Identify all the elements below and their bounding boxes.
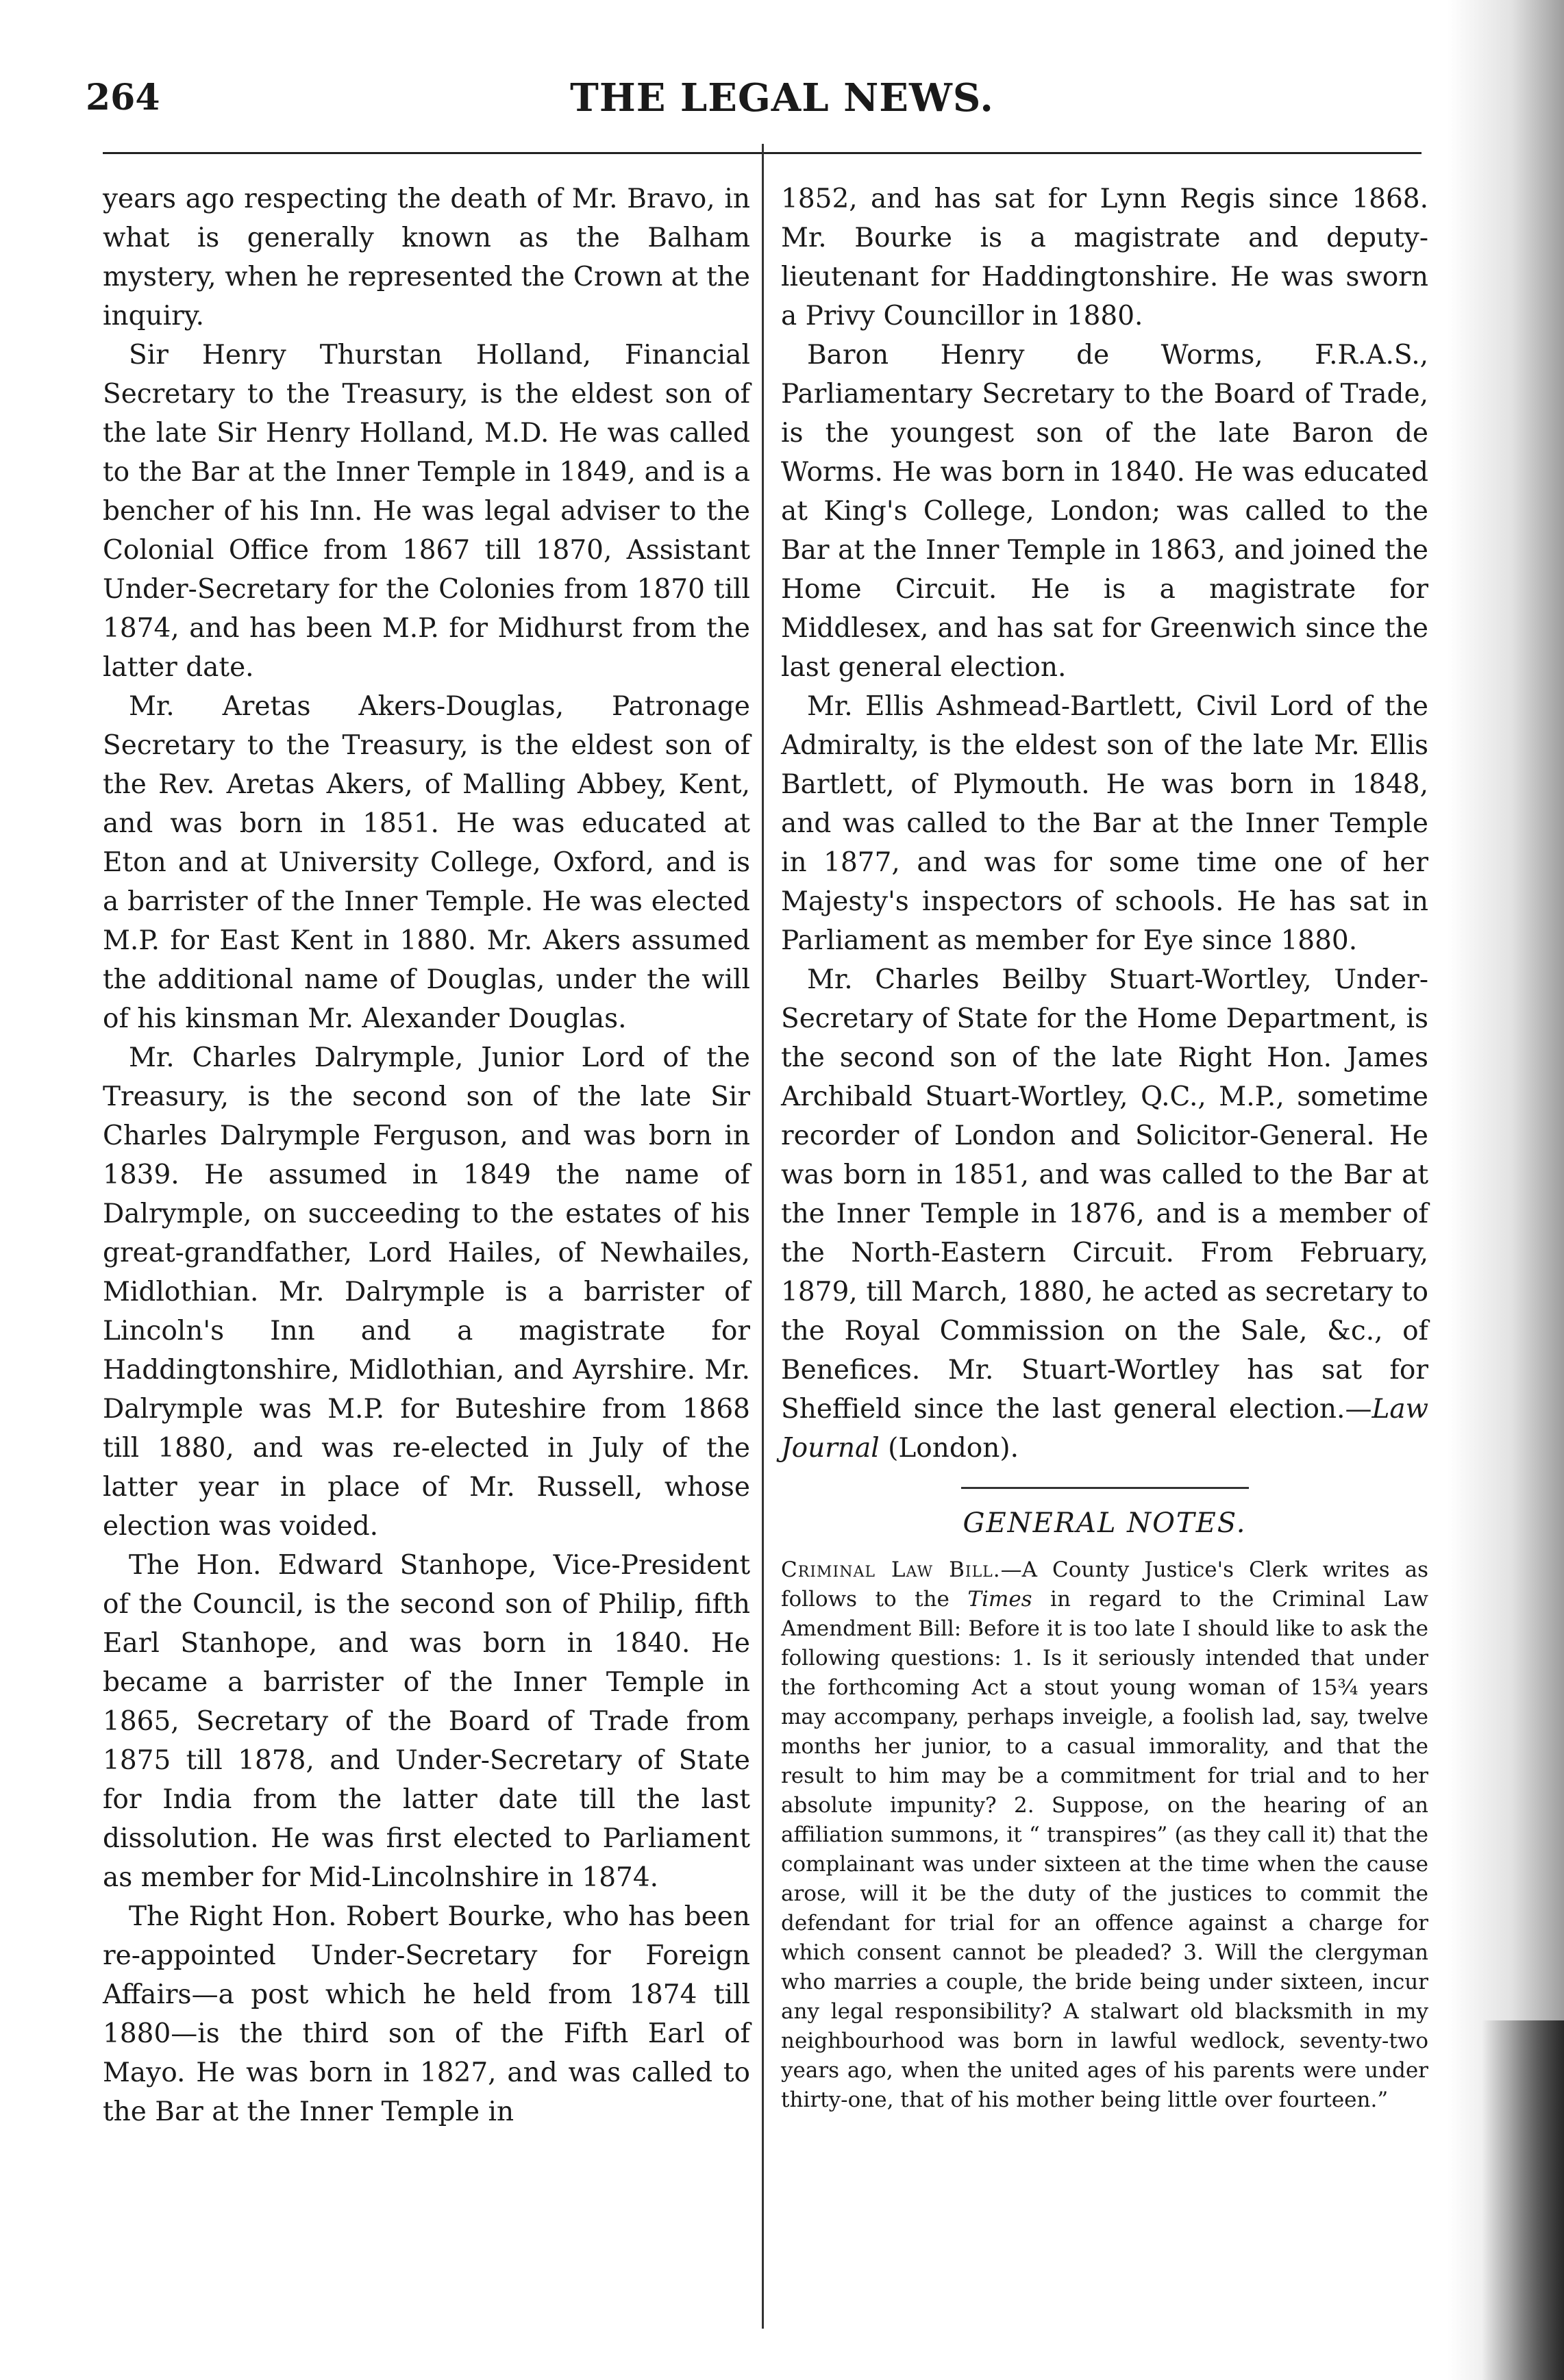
note-times: Times (967, 1587, 1032, 1612)
section-rule (961, 1487, 1249, 1489)
right-column (781, 179, 1428, 2115)
column-divider (762, 144, 764, 2329)
running-title: THE LEGAL NEWS. (570, 75, 994, 121)
paragraph: Mr. Charles Dalrymple, Junior Lord of the Treasury, is the second son of the late Sir Charles Dalrymple Ferguson, and was born in 1839. He assumed in 1849 the name of Dalrymple, on succeeding to the estates of his great-grandfather, Lord Hailes, of Newhailes, Midlothian. Mr. Dalrymple is a barrister of Lincoln's Inn and a magistrate for Haddingtonshire, Midlothian, and Ayrshire. Mr. Dalrymple was M.P. for Buteshire from 1868 till 1880, and was re-elected in July of the latter year in place of Mr. Russell, whose election was voided. (103, 1042, 750, 1542)
paragraph: The Hon. Edward Stanhope, Vice-President of the Council, is the second son of Philip, fifth Earl Stanhope, and was born in 1840. He became a barrister of the Inner Temple in 1865, Secretary of the Board of Trade from 1875 till 1878, and Under-Secretary of State for India from the latter date till the last dissolution. He was first elected to Parliament as member for Mid-Lincolnshire in 1874. (103, 1550, 750, 1893)
paragraph: Baron Henry de Worms, F.R.A.S., Parliamentary Secretary to the Board of Trade, is the youngest son of the late Baron de Worms. He was born in 1840. He was educated at King's College, London; was called to the Bar at the Inner Temple in 1863, and joined the Home Circuit. He is a magistrate for Middlesex, and has sat for Greenwich since the last general election. (781, 340, 1428, 683)
paragraph: Mr. Aretas Akers-Douglas, Patronage Secretary to the Treasury, is the eldest son of the Rev. Aretas Akers, of Malling Abbey, Kent, and was born in 1851. He was educated at Eton and at University College, Oxford, and is a barrister of the Inner Temple. He was elected M.P. for East Kent in 1880. Mr. Akers assumed the additional name of Douglas, under the will of his kinsman Mr. Alexander Douglas. (103, 691, 750, 1034)
paragraph: 1852, and has sat for Lynn Regis since 1868. Mr. Bourke is a magistrate and deputy-lieutenant for Haddingtonshire. He was sworn a Privy Councillor in 1880. (781, 184, 1428, 331)
paragraph: Sir Henry Thurstan Holland, Financial Secretary to the Treasury, is the eldest son of the late Sir Henry Holland, M.D. He was called to the Bar at the Inner Temple in 1849, and is a bencher of his Inn. He was legal adviser to the Colonial Office from 1867 till 1870, Assistant Under-Secretary for the Colonies from 1870 till 1874, and has been M.P. for Midhurst from the latter date. (103, 340, 750, 683)
paragraph (781, 960, 1428, 1468)
paragraph: Mr. Ellis Ashmead-Bartlett, Civil Lord of the Admiralty, is the eldest son of the late Mr. Ellis Bartlett, of Plymouth. He was born in 1848, and was called to the Bar at the Inner Temple in 1877, and was for some time one of her Majesty's inspectors of schools. He has sat in Parliament as member for Eye since 1880. (781, 691, 1428, 956)
section-heading: GENERAL NOTES. (963, 1507, 1247, 1539)
page-number: 264 (86, 77, 160, 118)
left-column (103, 179, 750, 2131)
note-text: in regard to the Criminal Law Amendment Bill: Before it is too late I should like to ask the following questions: 1. Is it seriously intended that under the forthcoming Act a stout young woman of 15¾ years may accompany, perhaps inveigle, a foolish lad, say, twelve months her junior, to a casual immorality, and that the result to him may be a commitment for trial and to her absolute impunity? 2. Suppose, on the hearing of an affiliation summons, it “ transpires” (as they call it) that the complainant was under sixteen at the time when the cause arose, will it be the duty of the justices to commit the defendant for trial for an offence against a charge for which consent cannot be pleaded? 3. Will the clergyman who marries a couple, the bride being under sixteen, incur any legal responsibility? A stalwart old blacksmith in my neighbourhood was born in lawful wedlock, seventy-two years ago, when the united ages of his parents were under thirty-one, that of his mother being little over fourteen.” (781, 1587, 1428, 2112)
paragraph: years ago respecting the death of Mr. Bravo, in what is generally known as the Balham mystery, when he represented the Crown at the inquiry. (103, 184, 750, 331)
page-edge-dark (1482, 2020, 1564, 2380)
paragraph: The Right Hon. Robert Bourke, who has been re-appointed Under-Secretary for Foreign Affairs—a post which he held from 1874 till 1880—is the third son of the Fifth Earl of Mayo. He was born in 1827, and was called to the Bar at the Inner Temple in (103, 1901, 750, 2127)
general-notes-body (781, 1555, 1428, 2115)
source-citation-tail: (London). (879, 1433, 1019, 1464)
note-lead: Criminal Law Bill. (781, 1557, 1001, 1582)
paragraph-text: Mr. Charles Beilby Stuart-Wortley, Under-Secretary of State for the Home Department, is the second son of the late Right Hon. James Archibald Stuart-Wortley, Q.C., M.P., sometime recorder of London and Solicitor-General. He was born in 1851, and was called to the Bar at the Inner Temple in 1876, and is a member of the North-Eastern Circuit. From February, 1879, till March, 1880, he acted as secretary to the Royal Commission on the Sale, &c., of Benefices. Mr. Stuart-Wortley has sat for Sheffield since the last general election.— (781, 964, 1428, 1425)
source-citation: Law Journal (781, 1394, 1428, 1464)
note-text: —A County Justice's Clerk writes as follows to the (781, 1557, 1428, 1612)
